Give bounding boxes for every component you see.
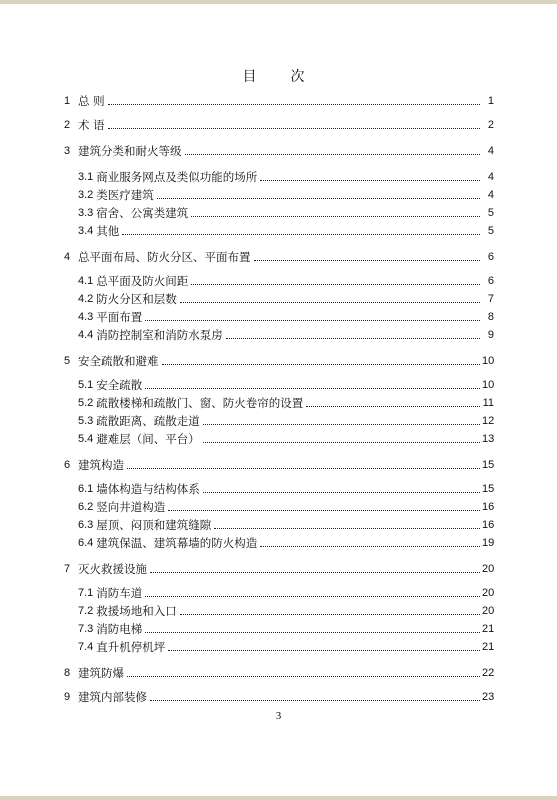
toc-dot-leader — [122, 233, 480, 235]
toc-dot-leader — [145, 319, 480, 321]
toc-entry-number: 2 — [64, 119, 71, 131]
toc-dot-leader — [254, 259, 481, 261]
toc-entry-label: 类医疗建筑 — [96, 188, 154, 202]
toc-entry-number: 6.4 — [78, 537, 94, 549]
toc-chapter-entry[interactable] — [64, 246, 494, 264]
toc-entry-label: 建筑防爆 — [78, 666, 124, 680]
toc-dot-leader — [260, 545, 480, 547]
toc-section-entry[interactable] — [78, 600, 494, 618]
toc-entry-page: 15 — [482, 483, 495, 495]
toc-entry-page: 20 — [482, 605, 495, 617]
toc-entry-page: 20 — [482, 563, 495, 575]
toc-section-entry[interactable] — [78, 392, 494, 410]
toc-dot-leader — [203, 441, 480, 443]
toc-section-entry[interactable] — [78, 478, 494, 496]
toc-entry-label: 总平面及防火间距 — [96, 274, 189, 288]
toc-entry-label: 建筑内部装修 — [78, 690, 147, 704]
toc-entry-page: 21 — [482, 641, 495, 653]
toc-entry-page: 13 — [482, 433, 495, 445]
toc-entry-label: 安全疏散和避难 — [78, 354, 159, 368]
toc-entry-label: 墙体构造与结构体系 — [96, 482, 200, 496]
toc-entry-number: 5.3 — [78, 415, 94, 427]
toc-entry-number: 5 — [64, 355, 71, 367]
toc-section-entry[interactable] — [78, 582, 494, 600]
toc-entry-label: 消防控制室和消防水泵房 — [96, 328, 223, 342]
toc-entry-label: 其他 — [96, 224, 120, 238]
toc-section-entry[interactable] — [78, 514, 494, 532]
toc-entry-number: 3.3 — [78, 207, 94, 219]
toc-chapter-entry[interactable] — [64, 686, 494, 704]
toc-entry-number: 4.2 — [78, 293, 94, 305]
toc-dot-leader — [306, 405, 480, 407]
toc-dot-leader — [150, 571, 480, 573]
toc-entry-label: 建筑分类和耐火等级 — [78, 144, 182, 158]
toc-entry-page: 5 — [487, 207, 494, 219]
toc-entry-number: 6.3 — [78, 519, 94, 531]
toc-entry-label: 总平面布局、防火分区、平面布置 — [78, 250, 251, 264]
toc-dot-leader — [157, 197, 480, 199]
toc-dot-leader — [150, 699, 480, 701]
toc-dot-leader — [108, 103, 480, 105]
toc-entry-page: 12 — [482, 415, 495, 427]
toc-entry-number: 7.3 — [78, 623, 94, 635]
toc-entry-number: 3.1 — [78, 171, 94, 183]
toc-entry-number: 6.1 — [78, 483, 94, 495]
toc-dot-leader — [226, 337, 480, 339]
toc-entry-number: 4.1 — [78, 275, 94, 287]
page-edge-bottom — [0, 796, 557, 800]
toc-entry-page: 20 — [482, 587, 495, 599]
toc-chapter-entry[interactable] — [64, 558, 494, 576]
toc-entry-page: 16 — [482, 501, 495, 513]
toc-entry-page: 10 — [482, 379, 495, 391]
toc-entry-page: 9 — [487, 329, 494, 341]
toc-entry-label: 屋顶、闷顶和建筑缝隙 — [96, 518, 212, 532]
toc-entry-label: 建筑保温、建筑幕墙的防火构造 — [96, 536, 258, 550]
toc-entry-number: 8 — [64, 667, 71, 679]
toc-entry-number: 1 — [64, 95, 71, 107]
toc-section-entry[interactable] — [78, 220, 494, 238]
toc-entry-page: 10 — [482, 355, 495, 367]
toc-entry-label: 总 则 — [78, 94, 105, 108]
toc-section-entry[interactable] — [78, 410, 494, 428]
toc-section-entry[interactable] — [78, 306, 494, 324]
toc-entry-label: 竖向井道构造 — [96, 500, 166, 514]
toc-dot-leader — [162, 363, 481, 365]
toc-entry-label: 疏散楼梯和疏散门、窗、防火卷帘的设置 — [96, 396, 304, 410]
toc-dot-leader — [127, 467, 480, 469]
toc-chapter-entry[interactable] — [64, 454, 494, 472]
toc-entry-page: 1 — [487, 95, 494, 107]
toc-dot-leader — [145, 595, 480, 597]
toc-dot-leader — [185, 153, 481, 155]
toc-entry-page: 6 — [487, 251, 494, 263]
toc-dot-leader — [108, 127, 480, 129]
toc-dot-leader — [214, 527, 480, 529]
toc-chapter-entry[interactable] — [64, 350, 494, 368]
page-edge-top — [0, 0, 557, 4]
toc-section-entry[interactable] — [78, 184, 494, 202]
toc-entry-page: 22 — [482, 667, 495, 679]
toc-entry-number: 3.2 — [78, 189, 94, 201]
toc-entry-label: 平面布置 — [96, 310, 143, 324]
toc-entry-number: 6.2 — [78, 501, 94, 513]
toc-entry-number: 6 — [64, 459, 71, 471]
toc-section-entry[interactable] — [78, 166, 494, 184]
toc-entry-number: 7.4 — [78, 641, 94, 653]
page-number: 3 — [275, 710, 282, 722]
toc-chapter-entry[interactable] — [64, 114, 494, 132]
toc-entry-label: 术 语 — [78, 118, 105, 132]
toc-entry-number: 7.1 — [78, 587, 94, 599]
toc-entry-label: 疏散距离、疏散走道 — [96, 414, 200, 428]
toc-entry-label: 安全疏散 — [96, 378, 143, 392]
toc-chapter-entry[interactable] — [64, 662, 494, 680]
toc-section-entry[interactable] — [78, 636, 494, 654]
toc-entry-number: 7.2 — [78, 605, 94, 617]
toc-chapter-entry[interactable] — [64, 140, 494, 158]
toc-section-entry[interactable] — [78, 496, 494, 514]
document-page — [0, 4, 557, 796]
toc-dot-leader — [180, 301, 480, 303]
toc-entry-page: 4 — [487, 145, 494, 157]
toc-entry-label: 消防电梯 — [96, 622, 143, 636]
toc-entry-page: 15 — [482, 459, 495, 471]
toc-dot-leader — [145, 631, 480, 633]
toc-entry-number: 4 — [64, 251, 71, 263]
toc-entry-label: 救援场地和入口 — [96, 604, 177, 618]
toc-entry-number: 3 — [64, 145, 71, 157]
toc-dot-leader — [145, 387, 480, 389]
toc-entry-label: 灭火救援设施 — [78, 562, 147, 576]
toc-entry-page: 2 — [487, 119, 494, 131]
toc-entry-page: 6 — [487, 275, 494, 287]
toc-dot-leader — [191, 283, 480, 285]
toc-entry-page: 8 — [487, 311, 494, 323]
toc-entry-label: 建筑构造 — [78, 458, 124, 472]
toc-entry-label: 直升机停机坪 — [96, 640, 166, 654]
toc-section-entry[interactable] — [78, 324, 494, 342]
toc-entry-number: 5.1 — [78, 379, 94, 391]
toc-entry-page: 23 — [482, 691, 495, 703]
toc-entry-label: 消防车道 — [96, 586, 143, 600]
toc-entry-number: 7 — [64, 563, 71, 575]
toc-section-entry[interactable] — [78, 618, 494, 636]
toc-section-entry[interactable] — [78, 374, 494, 392]
toc-entry-label: 宿舍、公寓类建筑 — [96, 206, 189, 220]
toc-entry-number: 5.4 — [78, 433, 94, 445]
toc-dot-leader — [168, 509, 480, 511]
toc-entry-label: 防火分区和层数 — [96, 292, 177, 306]
toc-section-entry[interactable] — [78, 428, 494, 446]
toc-entry-page: 5 — [487, 225, 494, 237]
toc-dot-leader — [203, 491, 480, 493]
toc-entry-label: 商业服务网点及类似功能的场所 — [96, 170, 258, 184]
toc-dot-leader — [191, 215, 480, 217]
toc-dot-leader — [180, 613, 480, 615]
toc-entry-label: 避难层（间、平台） — [96, 432, 200, 446]
toc-title: 目 次 — [242, 69, 315, 85]
toc-entry-page: 16 — [482, 519, 495, 531]
toc-entry-page: 4 — [487, 189, 494, 201]
toc-entry-number: 4.4 — [78, 329, 94, 341]
toc-dot-leader — [260, 179, 480, 181]
toc-section-entry[interactable] — [78, 288, 494, 306]
toc-dot-leader — [203, 423, 480, 425]
toc-entry-number: 9 — [64, 691, 71, 703]
toc-chapter-entry[interactable] — [64, 90, 494, 108]
toc-entry-page: 7 — [487, 293, 494, 305]
toc-entry-number: 4.3 — [78, 311, 94, 323]
toc-entry-page: 4 — [487, 171, 494, 183]
toc-section-entry[interactable] — [78, 270, 494, 288]
toc-entry-page: 11 — [482, 397, 494, 409]
toc-entry-page: 21 — [482, 623, 495, 635]
toc-section-entry[interactable] — [78, 202, 494, 220]
toc-entry-page: 19 — [482, 537, 495, 549]
toc-section-entry[interactable] — [78, 532, 494, 550]
toc-dot-leader — [127, 675, 480, 677]
toc-entry-number: 5.2 — [78, 397, 94, 409]
toc-entry-number: 3.4 — [78, 225, 94, 237]
toc-dot-leader — [168, 649, 480, 651]
